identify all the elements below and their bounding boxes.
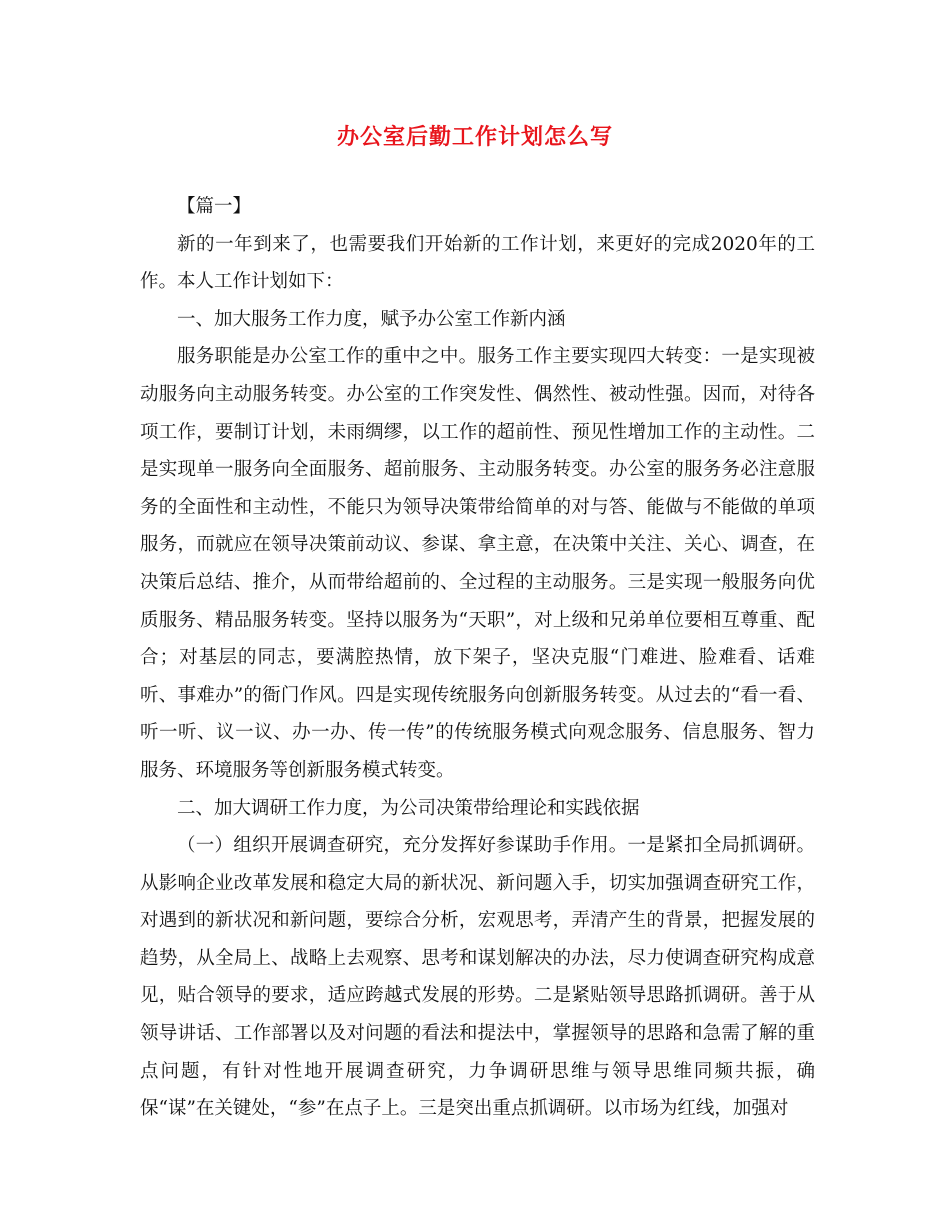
- document-title: 办公室后勤工作计划怎么写: [336, 125, 613, 150]
- paragraph-heading: 一、加大服务工作力度，赋予办公室工作新内涵: [177, 308, 566, 330]
- document-body: [140, 188, 815, 1128]
- section-heading: 【篇一】: [177, 196, 252, 217]
- paragraph: 新的一年到来了，也需要我们开始新的工作计划，来更好的完成2020年的工作。本人工作计划如下：: [140, 233, 815, 293]
- paragraph: 服务职能是办公室工作的重中之中。服务工作主要实现四大转变：一是实现被动服务向主动服务转变。办公室的工作突发性、偶然性、被动性强。因而，对待各项工作，要制订计划，未雨绸缪，以工作的超前性、预见性增加工作的主动性。二是实现单一服务向全面服务、超前服务、主动服务转变。办公室的服务务必注意服务的全面性和主动性，不能只为领导决策带给简单的对与答、能做与不能做的单项服务，而就应在领导决策前动议、参谋、拿主意，在决策中关注、关心、调查，在决策后总结、推介，从而带给超前的、全过程的主动服务。三是实现一般服务向优质服务、精品服务转变。坚持以服务为“天职”，对上级和兄弟单位要相互尊重、配合；对基层的同志，要满腔热情，放下架子，坚决克服“门难进、脸难看、话难听、事难办”的衙门作风。四是实现传统服务向创新服务转变。从过去的“看一看、听一听、议一议、办一办、传一传”的传统服务模式向观念服务、信息服务、智力服务、环境服务等创新服务模式转变。: [140, 346, 815, 781]
- paragraph-heading: 二、加大调研工作力度，为公司决策带给理论和实践依据: [177, 797, 640, 819]
- paragraph: （一）组织开展调查研究，充分发挥好参谋助手作用。一是紧扣全局抓调研。从影响企业改革发展和稳定大局的新状况、新问题入手，切实加强调查研究工作，对遇到的新状况和新问题，要综合分析，宏观思考，弄清产生的背景，把握发展的趋势，从全局上、战略上去观察、思考和谋划解决的办法，尽力使调查研究构成意见，贴合领导的要求，适应跨越式发展的形势。二是紧贴领导思路抓调研。善于从领导讲话、工作部署以及对问题的看法和提法中，掌握领导的思路和急需了解的重点问题，有针对性地开展调查研究，力争调研思维与领导思维同频共振，确保“谋”在关键处，“参”在点子上。三是突出重点抓调研。以市场为红线，加强对: [140, 835, 815, 1120]
